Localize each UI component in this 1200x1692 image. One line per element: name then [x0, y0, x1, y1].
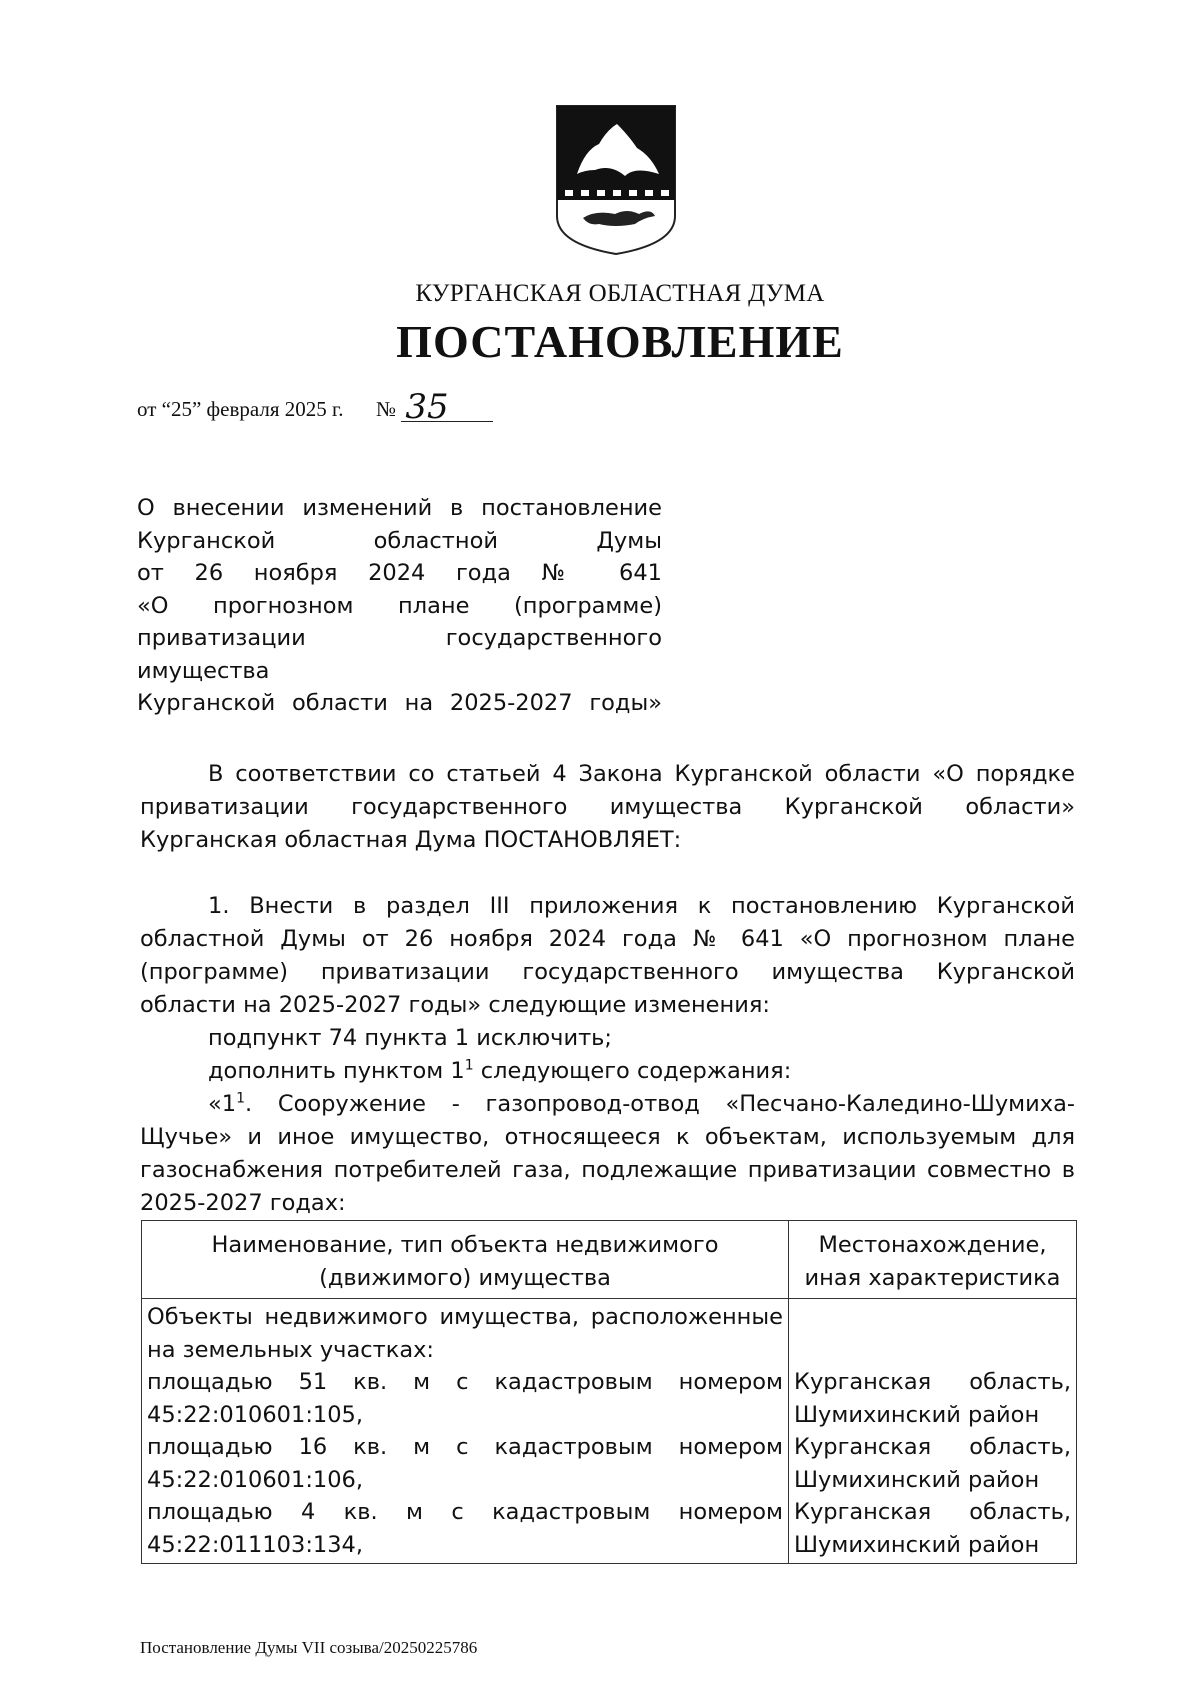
- table-intro: Объекты недвижимого имущества, расположенные на земельных участках:: [147, 1304, 783, 1363]
- subitem-add-text: дополнить пунктом 1: [208, 1058, 465, 1084]
- subject-line: приватизации государственного имущества: [137, 625, 662, 684]
- quoted-item-paragraph: [140, 1088, 1075, 1220]
- subitem-exclude: подпункт 74 пункта 1 исключить;: [208, 1025, 613, 1051]
- document-number: 35: [401, 393, 493, 422]
- document-footer: Постановление Думы VII созыва/20250225786: [140, 1638, 478, 1657]
- number-sign: №: [376, 397, 397, 421]
- table-header-row: [142, 1221, 1077, 1299]
- column-header-name: Наименование, тип объекта недвижимого (движимого) имущества: [142, 1221, 789, 1299]
- row-cadastral-number: 45:22:010601:105,: [147, 1401, 363, 1428]
- main-body: [140, 890, 1075, 1220]
- row-location-district: Шумихинский район: [794, 1401, 1040, 1428]
- subitem-add: [140, 1055, 1075, 1088]
- row-area-line: площадью 4 кв. м с кадастровым номером: [147, 1499, 783, 1525]
- subitem-add-text-end: следующего содержания:: [473, 1058, 792, 1084]
- column-header-location: Местонахождение, иная характеристика: [789, 1221, 1077, 1299]
- property-table: [141, 1220, 1077, 1564]
- date-prefix: от: [137, 397, 157, 421]
- preamble-paragraph: В соответствии со статьей 4 Закона Курганской области «О порядке приватизации государственного имущества Курганской области» Курганская областная Дума ПОСТАНОВЛЯЕТ:: [140, 761, 1075, 853]
- table-cell: [142, 1299, 789, 1564]
- table-cell: [789, 1299, 1077, 1564]
- row-area-line: площадью 16 кв. м с кадастровым номером: [147, 1434, 783, 1460]
- subject-line: Курганской области на 2025-2027 годы»: [137, 690, 662, 716]
- date-line: [137, 387, 493, 427]
- row-location-district: Шумихинский район: [794, 1466, 1040, 1493]
- row-area-line: площадью 51 кв. м с кадастровым номером: [147, 1369, 783, 1395]
- row-location-district: Шумихинский район: [794, 1531, 1040, 1558]
- item-1-paragraph: 1. Внести в раздел III приложения к постановлению Курганской областной Думы от 26 ноября 2024 года № 641 «О прогнозном плане (программе) приватизации государственного имущества Курганской области на 2025-2027 годы» следующие изменения:: [140, 893, 1075, 1018]
- table-row: [142, 1299, 1077, 1564]
- row-cadastral-number: 45:22:011103:134,: [147, 1531, 363, 1558]
- quote-text: . Сооружение - газопровод-отвод «Песчано-Каледино-Шумиха-Щучье» и иное имущество, относящееся к объектам, используемым для газоснабжения потребителей газа, подлежащие приватизации совместно в 2025-2027 годах:: [140, 1091, 1075, 1216]
- superscript: 1: [236, 1090, 246, 1107]
- date-text: “25” февраля 2025 г.: [161, 397, 344, 421]
- coat-of-arms-emblem: [555, 104, 677, 256]
- subject-line: от 26 ноября 2024 года № 641: [137, 560, 662, 586]
- subject-line: Курганской областной Думы: [137, 527, 662, 554]
- organization-name: КУРГАНСКАЯ ОБЛАСТНАЯ ДУМА: [415, 280, 825, 307]
- subject-line: О внесении изменений в постановление: [137, 495, 662, 521]
- superscript: 1: [464, 1057, 474, 1074]
- row-location-region: Курганская область,: [794, 1369, 1071, 1395]
- subject-line: «О прогнозном плане (программе): [137, 592, 662, 619]
- row-location-region: Курганская область,: [794, 1434, 1071, 1460]
- quote-start: «1: [208, 1091, 237, 1117]
- subject-block: [137, 492, 662, 720]
- preamble-block: [140, 758, 1075, 857]
- row-location-region: Курганская область,: [794, 1499, 1071, 1525]
- document-type-title: ПОСТАНОВЛЕНИЕ: [396, 316, 844, 367]
- row-cadastral-number: 45:22:010601:106,: [147, 1466, 363, 1493]
